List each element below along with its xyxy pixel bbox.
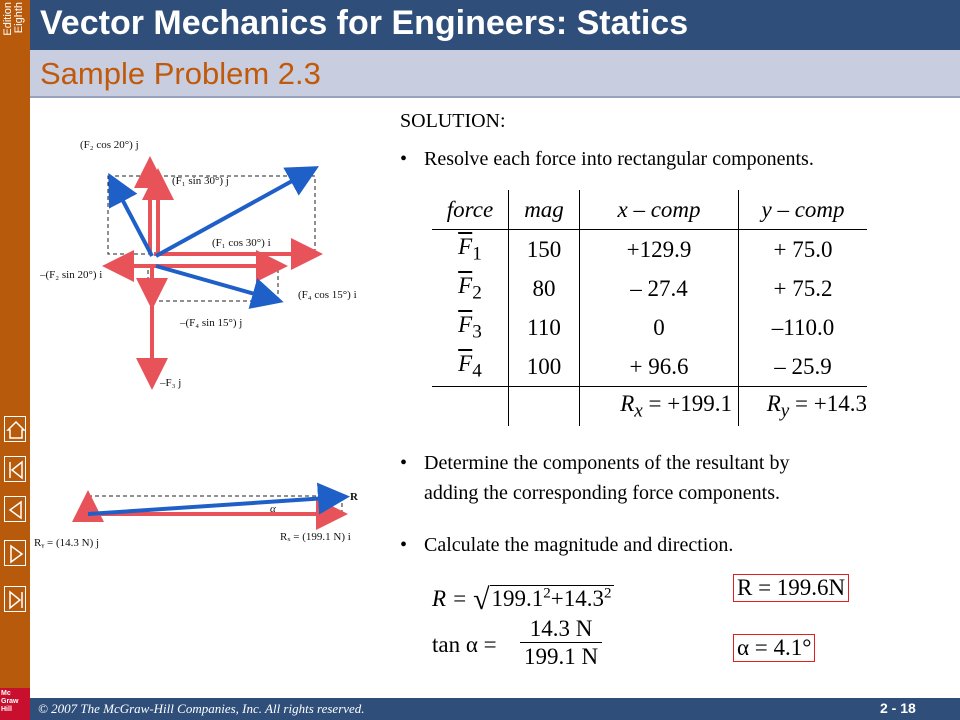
bullet-marker: • bbox=[400, 148, 408, 170]
resultant-arrow bbox=[88, 497, 342, 514]
copyright-text: © 2007 The McGraw-Hill Companies, Inc. All rights reserved. bbox=[38, 701, 365, 716]
page-title: Vector Mechanics for Engineers: Statics bbox=[40, 4, 689, 42]
x-comp-cell: +129.9 bbox=[580, 230, 739, 270]
x-comp-cell: + 96.6 bbox=[580, 347, 739, 387]
tan-denominator: 199.1 N bbox=[523, 644, 599, 669]
table-header-row bbox=[432, 190, 867, 230]
skip-back-icon bbox=[5, 457, 27, 483]
force-cell: $\overline{F}_3$ bbox=[432, 308, 509, 347]
label-alpha: α bbox=[270, 503, 276, 515]
bullet-calculate: Calculate the magnitude and direction. bbox=[424, 534, 734, 556]
edition-label bbox=[1, 2, 29, 62]
mag-cell: 110 bbox=[509, 308, 580, 347]
label-ry: Rᵧ = (14.3 N) j bbox=[34, 537, 100, 549]
header-mag: mag bbox=[509, 190, 580, 230]
skip-forward-icon bbox=[5, 587, 27, 613]
header-force: force bbox=[432, 190, 509, 230]
x-comp-cell: 0 bbox=[580, 308, 739, 347]
force-components-table bbox=[432, 190, 867, 426]
home-icon bbox=[5, 417, 27, 443]
bullet-determine-line1: Determine the components of the resultant by bbox=[424, 452, 790, 474]
y-comp-cell: + 75.2 bbox=[773, 275, 833, 301]
slide-subtitle: Sample Problem 2.3 bbox=[40, 56, 321, 91]
x-comp-cell: – 27.4 bbox=[580, 269, 739, 308]
force-cell: $\overline{F}_2$ bbox=[432, 269, 509, 308]
bullet-marker: • bbox=[400, 534, 408, 556]
force-components-figure bbox=[40, 120, 390, 400]
force-cell: $\overline{F}_4$ bbox=[432, 347, 509, 387]
sqrt-symbol: √ bbox=[473, 583, 490, 616]
mag-cell: 100 bbox=[509, 347, 580, 387]
y-comp-cell: – 25.9 bbox=[739, 347, 868, 387]
ry-cell: $R_y = +14.3$ bbox=[766, 390, 867, 422]
f2-vector-arrow bbox=[112, 180, 152, 256]
resultant-row bbox=[432, 387, 867, 427]
bullet-marker: • bbox=[400, 452, 408, 474]
tan-label: tan α = bbox=[432, 632, 497, 657]
label-rx: Rₓ = (199.1 N) i bbox=[280, 531, 351, 543]
table-row bbox=[432, 230, 867, 270]
first-slide-button[interactable] bbox=[4, 456, 26, 482]
label-f4cos: (F₄ cos 15°) i bbox=[298, 289, 357, 301]
label-f3: –F₃ j bbox=[160, 377, 182, 389]
header-x-comp: x – comp bbox=[580, 190, 739, 230]
previous-slide-button[interactable] bbox=[4, 496, 26, 522]
header-y-comp: y – comp bbox=[739, 190, 868, 230]
label-f1sin: (F₁ sin 30°) j bbox=[172, 175, 229, 187]
y-comp-cell: + 75.0 bbox=[773, 236, 833, 262]
home-nav-button[interactable] bbox=[4, 416, 26, 442]
edition-line1: Eighth bbox=[13, 2, 25, 34]
triangle-right-icon bbox=[5, 541, 27, 567]
last-slide-button[interactable] bbox=[4, 586, 26, 612]
publisher-logo: Mc Graw Hill bbox=[0, 688, 30, 720]
table-row bbox=[432, 269, 867, 308]
table-row bbox=[432, 308, 867, 347]
magnitude-result: R = 199.6N bbox=[733, 574, 849, 602]
alpha-result: α = 4.1° bbox=[733, 634, 815, 662]
bullet-determine-line2: adding the corresponding force components. bbox=[424, 482, 781, 504]
y-comp-cell: –110.0 bbox=[771, 314, 835, 340]
rx-cell: $R_x = +199.1$ bbox=[580, 387, 739, 427]
label-f4sin: –(F₄ sin 15°) j bbox=[180, 317, 243, 329]
force-cell: $\overline{F}_1$ bbox=[432, 230, 509, 270]
mag-cell: 80 bbox=[509, 269, 580, 308]
label-R: R bbox=[350, 491, 358, 503]
f4-vector-arrow bbox=[156, 266, 276, 300]
next-slide-button[interactable] bbox=[4, 540, 26, 566]
solution-heading: SOLUTION: bbox=[400, 110, 506, 132]
table-row bbox=[432, 347, 867, 387]
label-f2sin: –(F₂ sin 20°) i bbox=[40, 269, 103, 281]
edition-line2: Edition bbox=[2, 2, 14, 36]
tan-numerator: 14.3 N bbox=[520, 616, 602, 643]
triangle-left-icon bbox=[5, 497, 27, 523]
bullet-resolve: Resolve each force into rectangular components. bbox=[424, 148, 814, 170]
tan-fraction bbox=[520, 616, 602, 671]
label-f1cos: (F₁ cos 30°) i bbox=[212, 237, 271, 249]
magnitude-equation: $R = √199.1^2+14.3^2$ bbox=[432, 583, 612, 616]
mag-cell: 150 bbox=[509, 230, 580, 270]
slide-number: 2 - 18 bbox=[880, 700, 916, 716]
resultant-figure bbox=[30, 470, 395, 560]
label-f2cos: (F₂ cos 20°) j bbox=[80, 139, 139, 151]
